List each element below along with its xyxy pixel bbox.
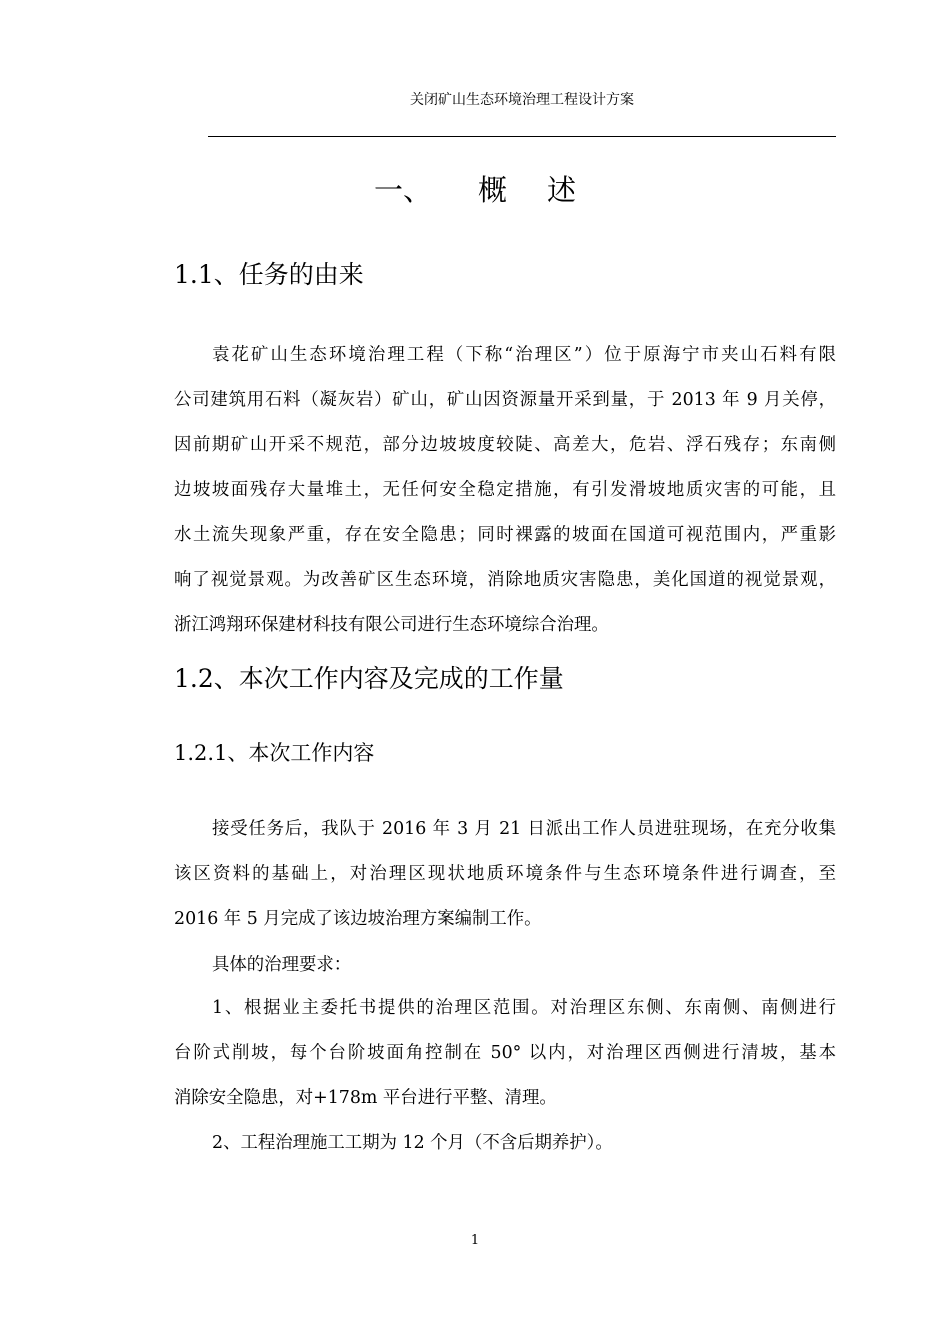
paragraph-line: 该区资料的基础上，对治理区现状地质环境条件与生态环境条件进行调查，至 — [174, 864, 836, 884]
paragraph-line: 接受任务后，我队于 2016 年 3 月 21 日派出工作人员进驻现场，在充分收集 — [212, 819, 836, 839]
paragraph-line: 1、根据业主委托书提供的治理区范围。对治理区东侧、东南侧、南侧进行 — [212, 998, 836, 1018]
chapter-number: 一、 — [373, 173, 432, 207]
paragraph-line: 消除安全隐患，对+178m 平台进行平整、清理。 — [174, 1088, 557, 1108]
paragraph-line: 2、工程治理施工工期为 12 个月（不含后期养护）。 — [212, 1133, 613, 1153]
paragraph-line: 2016 年 5 月完成了该边坡治理方案编制工作。 — [174, 909, 542, 929]
header-rule — [208, 136, 836, 137]
running-header: 关闭矿山生态环境治理工程设计方案 — [410, 92, 634, 108]
paragraph-line: 边坡坡面残存大量堆土，无任何安全稳定措施，有引发滑坡地质灾害的可能，且 — [174, 480, 836, 500]
paragraph-line: 水土流失现象严重，存在安全隐患；同时裸露的坡面在国道可视范围内，严重影 — [174, 525, 836, 545]
paragraph-line: 袁花矿山生态环境治理工程（下称“治理区”）位于原海宁市夹山石料有限 — [212, 345, 836, 365]
section-heading-1-2: 1.2、本次工作内容及完成的工作量 — [174, 664, 564, 693]
paragraph-line: 台阶式削坡，每个台阶坡面角控制在 50° 以内，对治理区西侧进行清坡，基本 — [174, 1043, 836, 1063]
paragraph-line: 响了视觉景观。为改善矿区生态环境，消除地质灾害隐患，美化国道的视觉景观， — [174, 570, 836, 590]
chapter-heading: 概述 — [478, 173, 617, 207]
paragraph-line: 因前期矿山开采不规范，部分边坡坡度较陡、高差大，危岩、浮石残存；东南侧 — [174, 435, 836, 455]
section-heading-1-1: 1.1、任务的由来 — [174, 260, 364, 289]
section-heading-1-2-1: 1.2.1、本次工作内容 — [174, 741, 375, 765]
paragraph-line: 浙江鸿翔环保建材科技有限公司进行生态环境综合治理。 — [174, 615, 609, 635]
page-number: 1 — [470, 1233, 480, 1248]
paragraph-line: 公司建筑用石料（凝灰岩）矿山，矿山因资源量开采到量，于 2013 年 9 月关停， — [174, 390, 836, 410]
chapter-title — [0, 170, 950, 210]
paragraph-line: 具体的治理要求： — [212, 955, 352, 975]
